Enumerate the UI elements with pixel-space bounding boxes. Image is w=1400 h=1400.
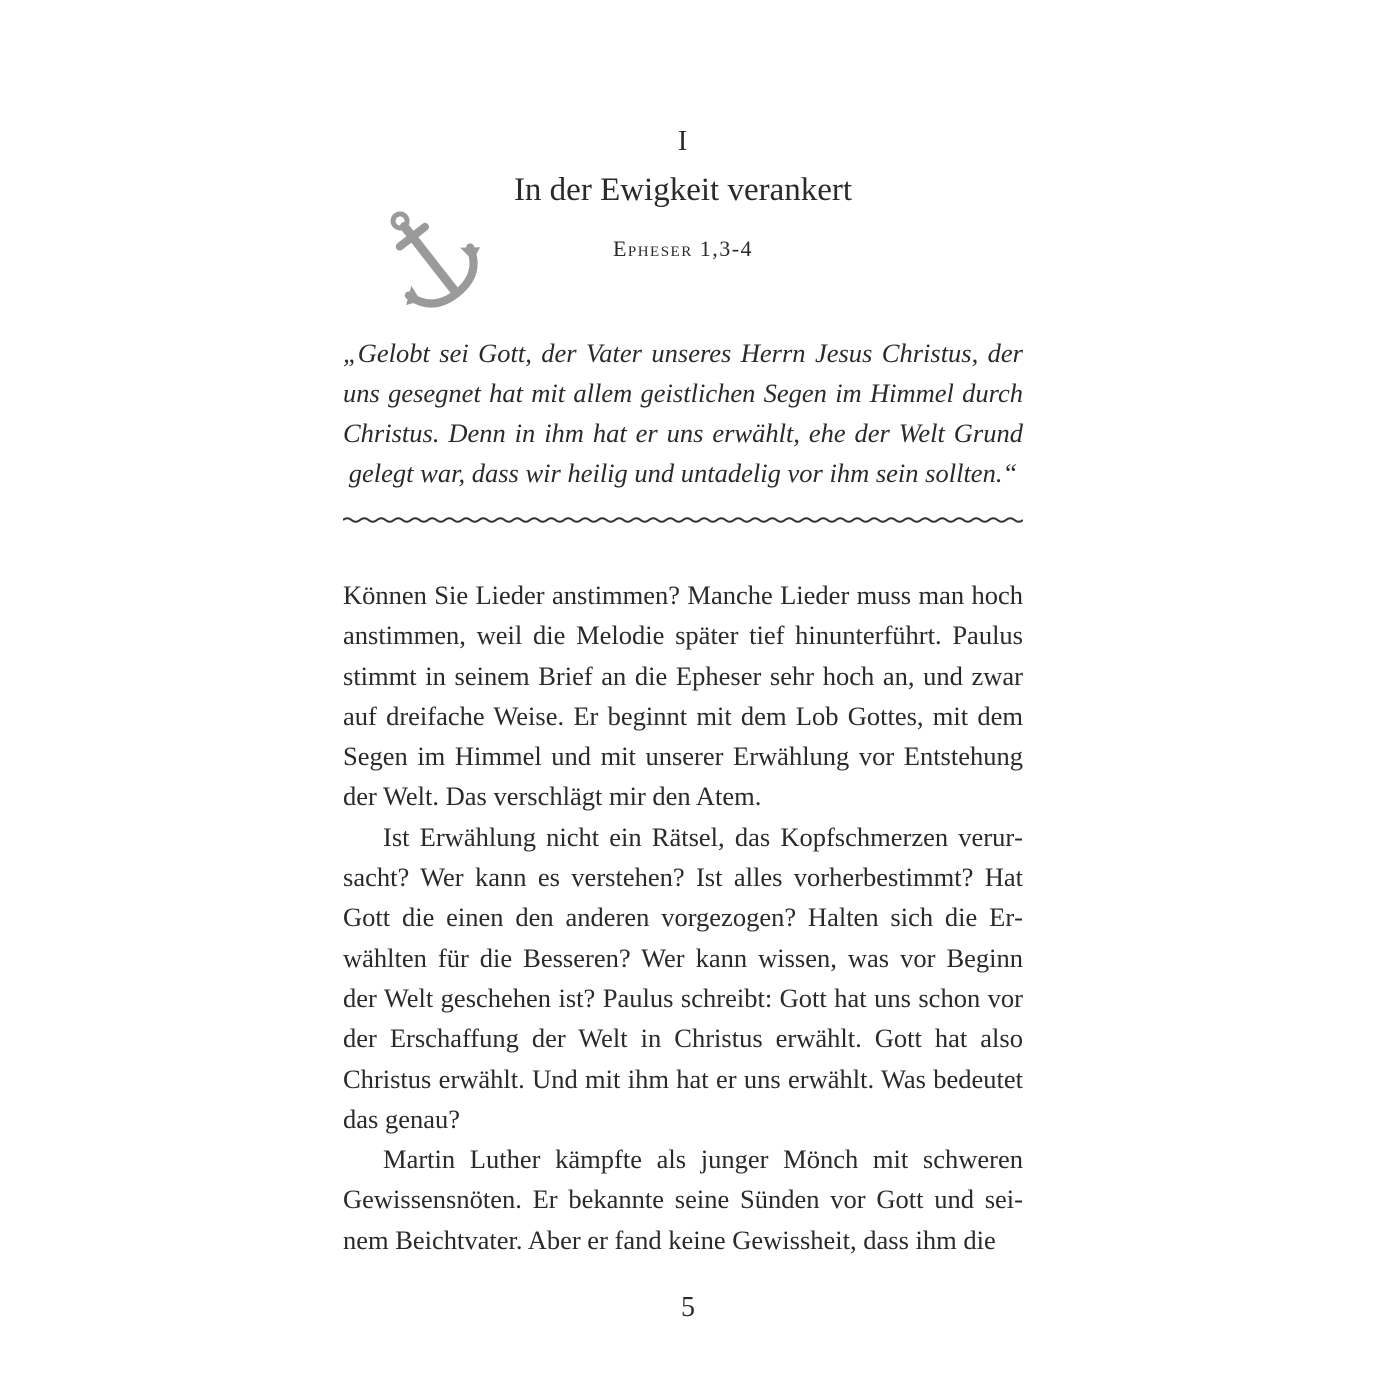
chapter-title: In der Ewigkeit verankert xyxy=(513,172,853,208)
paragraph: Martin Luther kämpfte als junger Mönch mit schweren Gewissensnöten. Er bekannte seine Sünden vor Gott und seinem Beichtvater. Aber er fand keine Gewissheit, dass ihm die xyxy=(343,1144,1023,1255)
wave-divider xyxy=(343,512,1023,528)
chapter-number: I xyxy=(677,126,689,157)
epigraph-quote: „Gelobt sei Gott, der Vater unseres Herrn Jesus Christus, der uns gesegnet hat mit allem geistlichen Segen im Himmel durch Christus. Denn in ihm hat er uns erwählt, ehe der Welt Grund gelegt war, dass wir heilig und untadelig vor ihm sein sollten.“ xyxy=(343,338,1023,488)
paragraph: Ist Erwählung nicht ein Rätsel, das Kopfschmerzen verursacht? Wer kann es verstehen? Ist alles vorherbestimmt? Hat Gott die einen den anderen vorgezogen? Halten sich die Erwählten für die Besseren? Wer kann wissen, was vor Beginn der Welt geschehen ist? Paulus schreibt: Gott hat uns schon vor der Erschaffung der Welt in Christus erwählt. Gott hat also Christus erwählt. Und mit ihm hat er uns erwählt. Was bedeutet das genau? xyxy=(343,821,1023,1134)
page-number: 5 xyxy=(681,1292,695,1323)
paragraph: Können Sie Lieder anstimmen? Manche Lieder muss man hoch anstimmen, weil die Melodie später tief hinunterführt. Paulus stimmt in seinem Brief an die Epheser sehr hoch an, und zwar auf dreifache Weise. Er beginnt mit dem Lob Gottes, mit dem Segen im Himmel und mit unserer Erwählung vor Entstehung der Welt. Das verschlägt mir den Atem. xyxy=(343,580,1023,812)
scripture-reference: Epheser 1,3-4 xyxy=(612,236,754,261)
body-text xyxy=(343,575,1023,1260)
